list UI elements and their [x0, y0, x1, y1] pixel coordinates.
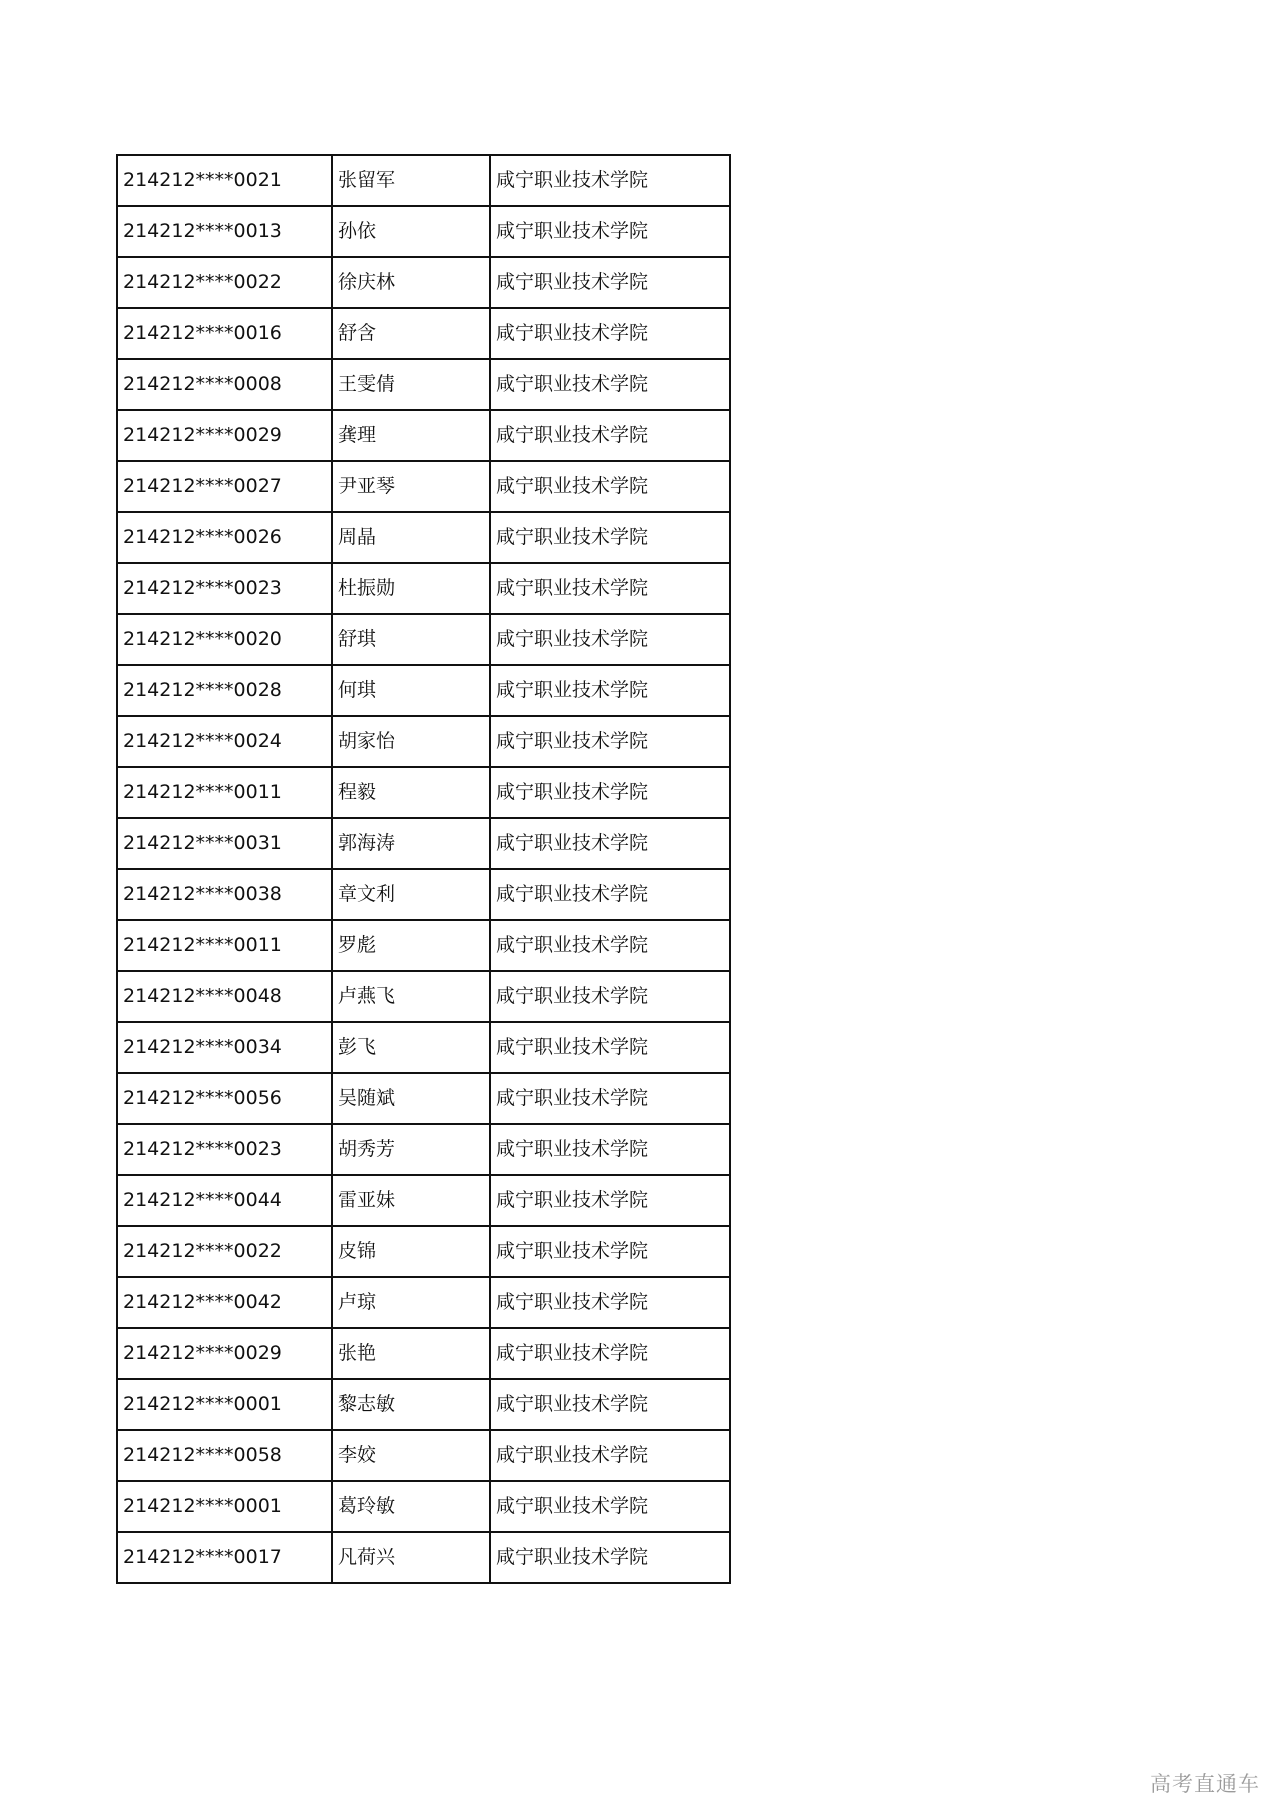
table-row: [117, 563, 730, 614]
student-name-cell: 王雯倩: [332, 359, 490, 410]
student-name-cell: 郭海涛: [332, 818, 490, 869]
student-name-cell: 卢琼: [332, 1277, 490, 1328]
student-name-cell: 章文利: [332, 869, 490, 920]
table-row: [117, 1379, 730, 1430]
exam-id-cell: 214212****0058: [117, 1430, 332, 1481]
school-name-cell: 咸宁职业技术学院: [490, 155, 730, 206]
exam-id-cell: 214212****0026: [117, 512, 332, 563]
table-row: [117, 1226, 730, 1277]
table-row: [117, 869, 730, 920]
school-name-cell: 咸宁职业技术学院: [490, 920, 730, 971]
school-name-cell: 咸宁职业技术学院: [490, 1226, 730, 1277]
exam-id-cell: 214212****0001: [117, 1481, 332, 1532]
school-name-cell: 咸宁职业技术学院: [490, 1328, 730, 1379]
student-name-cell: 周晶: [332, 512, 490, 563]
watermark-text: 高考直通车: [1150, 1772, 1260, 1796]
student-name-cell: 杜振勋: [332, 563, 490, 614]
school-name-cell: 咸宁职业技术学院: [490, 1022, 730, 1073]
school-name-cell: 咸宁职业技术学院: [490, 1175, 730, 1226]
school-name-cell: 咸宁职业技术学院: [490, 1430, 730, 1481]
table-row: [117, 359, 730, 410]
exam-id-cell: 214212****0029: [117, 410, 332, 461]
school-name-cell: 咸宁职业技术学院: [490, 716, 730, 767]
school-name-cell: 咸宁职业技术学院: [490, 614, 730, 665]
exam-id-cell: 214212****0027: [117, 461, 332, 512]
student-name-cell: 雷亚妹: [332, 1175, 490, 1226]
school-name-cell: 咸宁职业技术学院: [490, 1379, 730, 1430]
exam-id-cell: 214212****0011: [117, 920, 332, 971]
exam-id-cell: 214212****0001: [117, 1379, 332, 1430]
school-name-cell: 咸宁职业技术学院: [490, 206, 730, 257]
table-row: [117, 920, 730, 971]
student-name-cell: 黎志敏: [332, 1379, 490, 1430]
exam-id-cell: 214212****0008: [117, 359, 332, 410]
exam-id-cell: 214212****0024: [117, 716, 332, 767]
student-name-cell: 彭飞: [332, 1022, 490, 1073]
school-name-cell: 咸宁职业技术学院: [490, 1124, 730, 1175]
table-row: [117, 512, 730, 563]
exam-id-cell: 214212****0016: [117, 308, 332, 359]
table-row: [117, 1022, 730, 1073]
student-name-cell: 舒琪: [332, 614, 490, 665]
exam-id-cell: 214212****0017: [117, 1532, 332, 1583]
school-name-cell: 咸宁职业技术学院: [490, 1532, 730, 1583]
student-name-cell: 皮锦: [332, 1226, 490, 1277]
school-name-cell: 咸宁职业技术学院: [490, 818, 730, 869]
exam-id-cell: 214212****0023: [117, 1124, 332, 1175]
table-row: [117, 410, 730, 461]
student-name-cell: 吴随斌: [332, 1073, 490, 1124]
table-row: [117, 1430, 730, 1481]
student-name-cell: 卢燕飞: [332, 971, 490, 1022]
student-name-cell: 尹亚琴: [332, 461, 490, 512]
school-name-cell: 咸宁职业技术学院: [490, 512, 730, 563]
student-name-cell: 舒含: [332, 308, 490, 359]
table-row: [117, 1124, 730, 1175]
exam-id-cell: 214212****0044: [117, 1175, 332, 1226]
student-name-cell: 何琪: [332, 665, 490, 716]
table-row: [117, 308, 730, 359]
school-name-cell: 咸宁职业技术学院: [490, 359, 730, 410]
table-row: [117, 818, 730, 869]
student-name-cell: 胡秀芳: [332, 1124, 490, 1175]
exam-id-cell: 214212****0048: [117, 971, 332, 1022]
table-row: [117, 1532, 730, 1583]
table-row: [117, 1073, 730, 1124]
table-row: [117, 206, 730, 257]
student-name-cell: 张艳: [332, 1328, 490, 1379]
school-name-cell: 咸宁职业技术学院: [490, 308, 730, 359]
table-row: [117, 665, 730, 716]
table-row: [117, 1175, 730, 1226]
table-row: [117, 614, 730, 665]
student-name-cell: 孙依: [332, 206, 490, 257]
exam-id-cell: 214212****0011: [117, 767, 332, 818]
exam-id-cell: 214212****0042: [117, 1277, 332, 1328]
exam-id-cell: 214212****0021: [117, 155, 332, 206]
student-name-cell: 徐庆林: [332, 257, 490, 308]
school-name-cell: 咸宁职业技术学院: [490, 767, 730, 818]
school-name-cell: 咸宁职业技术学院: [490, 563, 730, 614]
school-name-cell: 咸宁职业技术学院: [490, 410, 730, 461]
student-name-cell: 葛玲敏: [332, 1481, 490, 1532]
student-name-cell: 程毅: [332, 767, 490, 818]
school-name-cell: 咸宁职业技术学院: [490, 971, 730, 1022]
student-name-cell: 罗彪: [332, 920, 490, 971]
school-name-cell: 咸宁职业技术学院: [490, 869, 730, 920]
student-name-cell: 凡荷兴: [332, 1532, 490, 1583]
exam-id-cell: 214212****0031: [117, 818, 332, 869]
table-row: [117, 257, 730, 308]
school-name-cell: 咸宁职业技术学院: [490, 257, 730, 308]
exam-id-cell: 214212****0022: [117, 257, 332, 308]
exam-id-cell: 214212****0038: [117, 869, 332, 920]
exam-id-cell: 214212****0056: [117, 1073, 332, 1124]
table-row: [117, 971, 730, 1022]
school-name-cell: 咸宁职业技术学院: [490, 461, 730, 512]
exam-id-cell: 214212****0028: [117, 665, 332, 716]
exam-id-cell: 214212****0029: [117, 1328, 332, 1379]
admission-table-body: [117, 155, 730, 1583]
school-name-cell: 咸宁职业技术学院: [490, 1481, 730, 1532]
exam-id-cell: 214212****0013: [117, 206, 332, 257]
student-name-cell: 胡家怡: [332, 716, 490, 767]
table-row: [117, 716, 730, 767]
table-row: [117, 155, 730, 206]
table-row: [117, 461, 730, 512]
student-name-cell: 张留军: [332, 155, 490, 206]
admission-table: [116, 154, 731, 1584]
student-name-cell: 李姣: [332, 1430, 490, 1481]
table-row: [117, 767, 730, 818]
student-name-cell: 龚理: [332, 410, 490, 461]
school-name-cell: 咸宁职业技术学院: [490, 1073, 730, 1124]
table-row: [117, 1277, 730, 1328]
school-name-cell: 咸宁职业技术学院: [490, 665, 730, 716]
exam-id-cell: 214212****0022: [117, 1226, 332, 1277]
exam-id-cell: 214212****0023: [117, 563, 332, 614]
table-row: [117, 1481, 730, 1532]
exam-id-cell: 214212****0034: [117, 1022, 332, 1073]
table-row: [117, 1328, 730, 1379]
school-name-cell: 咸宁职业技术学院: [490, 1277, 730, 1328]
exam-id-cell: 214212****0020: [117, 614, 332, 665]
